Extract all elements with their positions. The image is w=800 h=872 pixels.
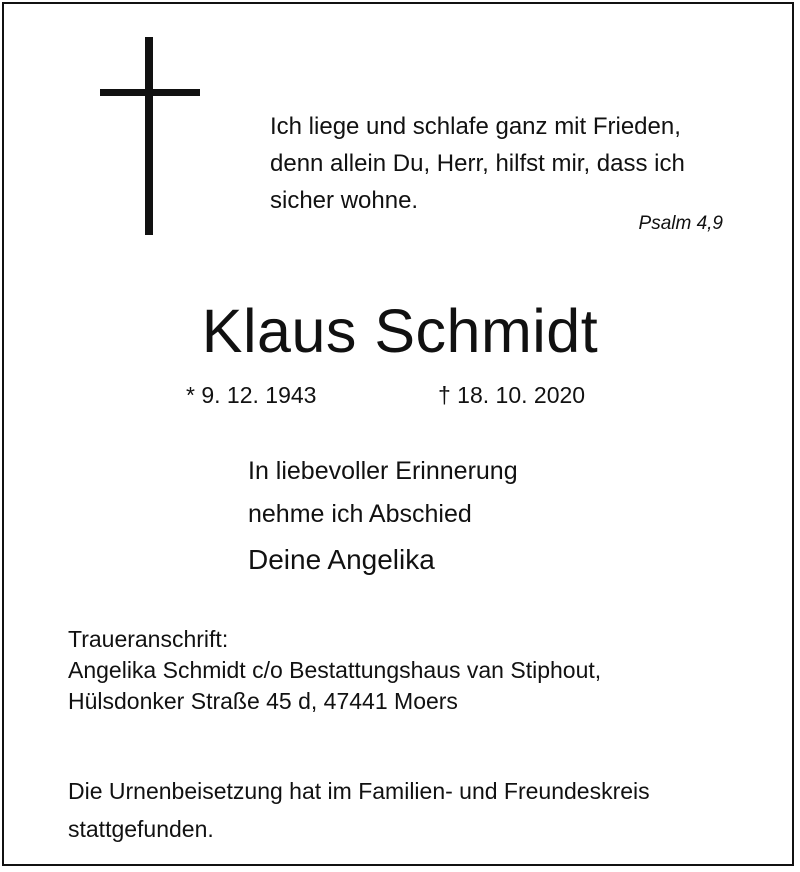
verse-line: Ich liege und schlafe ganz mit Frieden, (270, 113, 681, 140)
address-line: Hülsdonker Straße 45 d, 47441 Moers (68, 688, 458, 714)
verse-line: denn allein Du, Herr, hilfst mir, dass ich (270, 150, 685, 177)
birth-date: * 9. 12. 1943 (186, 382, 317, 408)
signature: Deine Angelika (248, 544, 435, 575)
death-date: † 18. 10. 2020 (438, 382, 586, 408)
verse-line: sicher wohne. (270, 187, 419, 214)
psalm-verse (270, 108, 685, 219)
note-line: stattgefunden. (68, 816, 214, 842)
note-line: Die Urnenbeisetzung hat im Familien- und Freundeskreis (68, 778, 650, 804)
burial-note (68, 772, 650, 848)
mourning-address (68, 624, 601, 717)
address-label: Traueranschrift: (68, 626, 229, 652)
farewell-text (248, 450, 518, 536)
farewell-line: In liebevoller Erinnerung (248, 457, 518, 485)
address-line: Angelika Schmidt c/o Bestattungshaus van Stiphout, (68, 657, 602, 683)
verse-reference: Psalm 4,9 (638, 213, 723, 234)
deceased-name: Klaus Schmidt (201, 297, 599, 365)
farewell-line: nehme ich Abschied (248, 500, 472, 528)
